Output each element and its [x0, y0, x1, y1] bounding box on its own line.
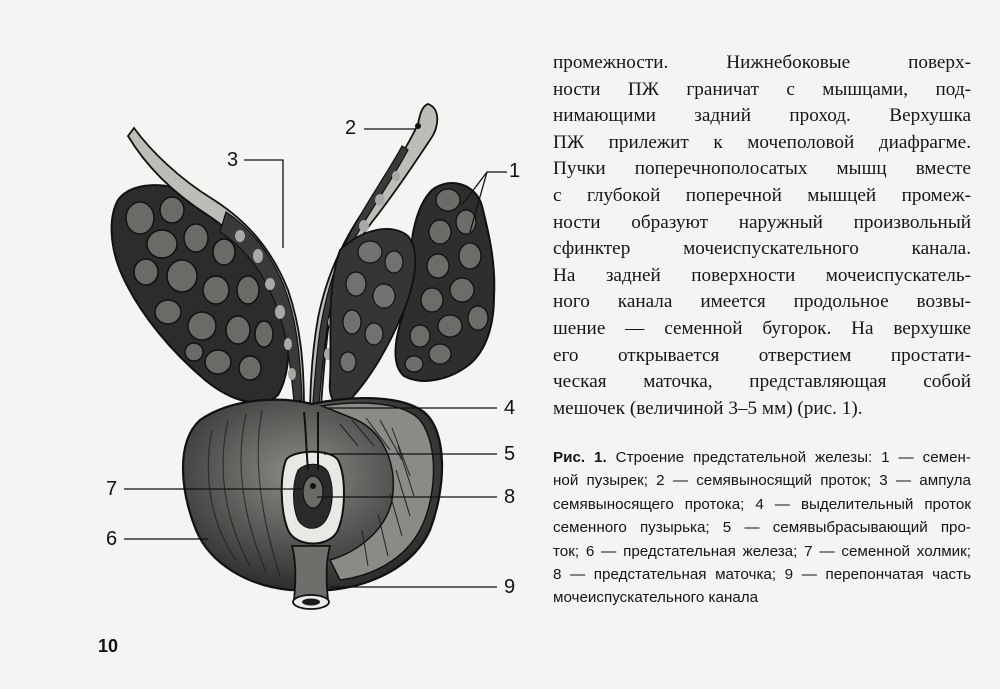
body-text-line: ческая маточка, представляющая собой [553, 371, 971, 393]
body-text-line: ного канала имеется продольное возвы- [553, 291, 971, 313]
caption-line: мочеиспускательного канала [553, 589, 759, 607]
callout-6: 6 [106, 528, 118, 550]
callout-2: 2 [345, 117, 357, 139]
body-text-line: шение — семенной бугорок. На верхушке [553, 317, 971, 339]
figure-caption [553, 446, 971, 610]
body-text-line: На задней поверхности мочеиспускатель- [553, 264, 971, 286]
page-number: 10 [98, 636, 119, 656]
caption-line: ток; 6 — предстательная железа; 7 — семенной холмик; [553, 542, 971, 560]
caption-line: ной пузырек; 2 — семявыносящий проток; 3 — ампула [553, 472, 971, 490]
callout-8: 8 [504, 486, 516, 508]
caption-line: семявыносящего протока; 4 — выделительный проток [553, 495, 971, 513]
body-text-line: сфинктер мочеиспускательного канала. [553, 238, 971, 260]
callout-3: 3 [227, 149, 239, 171]
body-text-line: его открывается отверстием простати- [553, 344, 971, 366]
body-text-line: промежности. Нижнебоковые поверх- [553, 52, 971, 73]
caption-line [553, 446, 971, 469]
callout-9: 9 [504, 576, 516, 598]
body-text-line: с глубокой поперечной мышцей промеж- [553, 184, 971, 206]
body-text-line: ПЖ прилежит к мочеполовой диафрагме. [553, 131, 971, 153]
callout-4: 4 [504, 397, 516, 419]
body-text-line: ности образуют наружный произвольный [553, 211, 971, 233]
caption-line: семенного пузырька; 5 — семявыбрасывающий про- [553, 519, 971, 537]
body-text-line: Пучки поперечнополосатых мышц вместе [553, 158, 971, 180]
caption-first-line: Строение предстательной железы: 1 — семен- [606, 449, 971, 466]
body-text [553, 50, 971, 422]
body-text-line: ности ПЖ граничат с мышцами, под- [553, 78, 971, 100]
left-seminal-vesicle [112, 185, 289, 403]
body-text-line: нимающими задний проход. Верхушка [553, 105, 971, 127]
callout-7: 7 [106, 478, 118, 500]
callout-5: 5 [504, 443, 516, 465]
callout-1: 1 [509, 160, 521, 182]
membranous-urethra [292, 546, 330, 609]
caption-line: 8 — предстательная маточка; 9 — перепончатая часть [553, 566, 971, 584]
body-text-line: мешочек (величиной 3–5 мм) (рис. 1). [553, 397, 863, 419]
caption-label: Рис. 1. [553, 449, 607, 466]
